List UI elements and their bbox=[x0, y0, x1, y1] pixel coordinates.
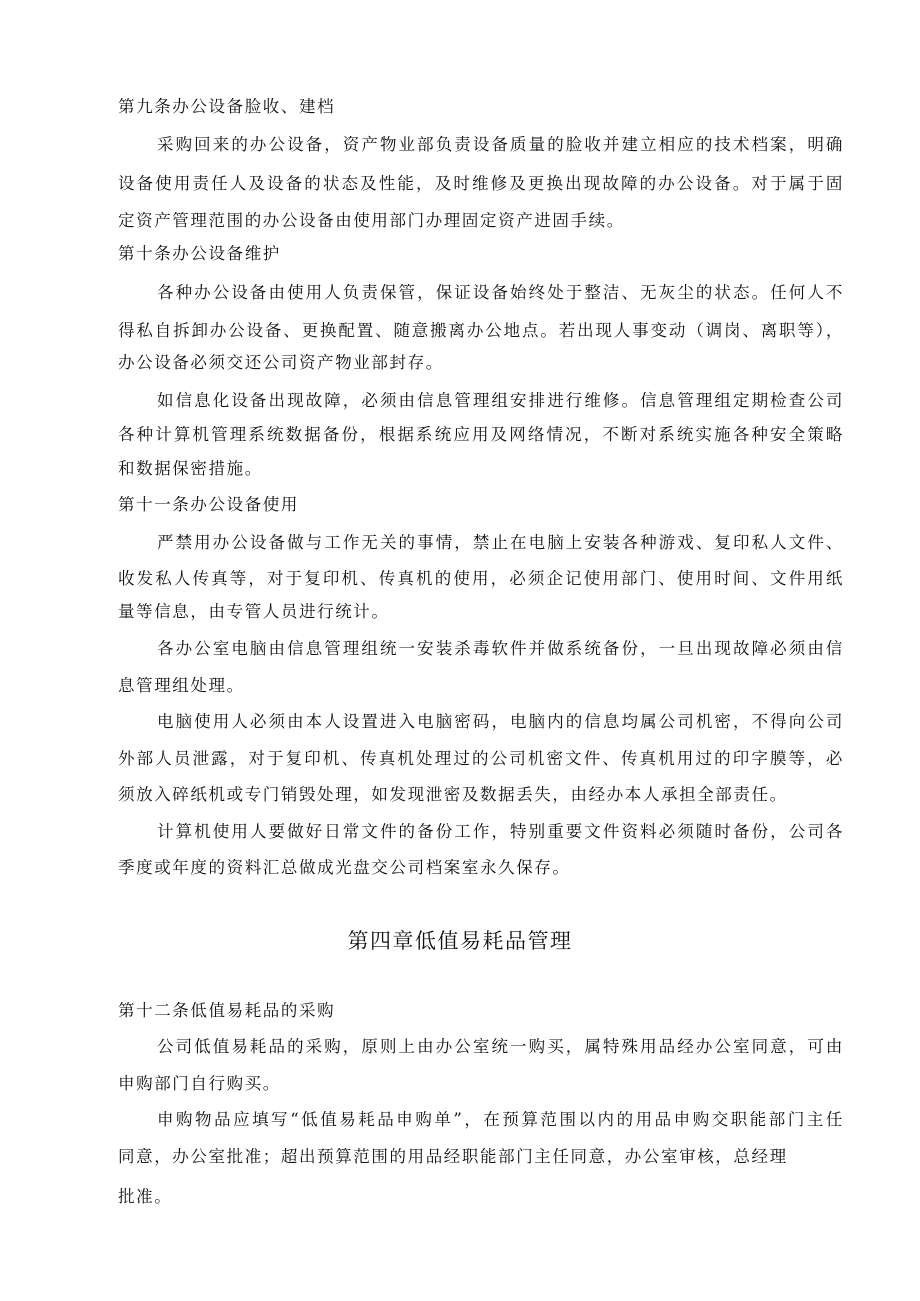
article-9-paragraph-1-line-3: 定资产管理范围的办公设备由使用部门办理固定资产进固手续。 bbox=[118, 211, 625, 230]
article-10-paragraph-2-line-3: 和数据保密措施。 bbox=[118, 459, 263, 478]
article-12-heading: 第十二条低值易耗品的采购 bbox=[118, 1001, 336, 1020]
article-9-paragraph-1-line-1: 采购回来的办公设备，资产物业部负责设备质量的脸收并建立相应的技术档案，明确 bbox=[157, 135, 844, 154]
article-12-paragraph-2-line-3: 批准。 bbox=[118, 1187, 173, 1206]
article-12-paragraph-1-line-1: 公司低值易耗品的采购，原则上由办公室统一购买，属特殊用品经办公室同意，可由 bbox=[157, 1037, 844, 1056]
article-10-paragraph-1-line-2: 得私自拆卸办公设备、更换配置、随意搬离办公地点。若出现人事变动（调岗、离职等）， bbox=[118, 321, 844, 340]
article-12-paragraph-2-line-2: 同意，办公室批准；超出预算范围的用品经职能部门主任同意，办公室审核，总经理 bbox=[118, 1147, 788, 1166]
article-11-paragraph-4-line-1: 计算机使用人要做好日常文件的备份工作，特别重要文件资料必须随时备份，公司各 bbox=[157, 822, 844, 841]
article-10-paragraph-1-line-1: 各种办公设备由使用人负责保管，保证设备始终处于整洁、无灰尘的状态。任何人不 bbox=[157, 283, 844, 302]
article-10-heading: 第十条办公设备维护 bbox=[118, 244, 281, 263]
article-11-paragraph-2-line-1: 各办公室电脑由信息管理组统一安装杀毒软件并做系统备份，一旦出现故障必须由信 bbox=[157, 639, 844, 658]
article-12-paragraph-2-line-1: 申购物品应填写“低值易耗品申购单”，在预算范围以内的用品申购交职能部门主任 bbox=[157, 1110, 844, 1129]
article-11-paragraph-3-line-1: 电脑使用人必须由本人设置进入电脑密码，电脑内的信息均属公司机密，不得向公司 bbox=[157, 712, 844, 731]
article-9-heading: 第九条办公设备脸收、建档 bbox=[118, 97, 336, 116]
chapter-4-title: 第四章低值易耗品管理 bbox=[347, 929, 573, 953]
article-9-paragraph-1-line-2: 设备使用责任人及设备的状态及性能，及时维修及更换出现故障的办公设备。对于属于固 bbox=[118, 174, 844, 193]
article-11-heading: 第十一条办公设备使用 bbox=[118, 495, 299, 514]
article-11-paragraph-1-line-1: 严禁用办公设备做与工作无关的事情，禁止在电脑上安装各种游戏、复印私人文件、 bbox=[157, 533, 844, 552]
article-10-paragraph-2-line-2: 各种计算机管理系统数据备份，根据系统应用及网络情况，不断对系统实施各种安全策略 bbox=[118, 425, 844, 444]
article-11-paragraph-3-line-2: 外部人员泄露，对于复印机、传真机处理过的公司机密文件、传真机用过的印字膜等，必 bbox=[118, 749, 844, 768]
article-10-paragraph-2-line-1: 如信息化设备出现故障，必须由信息管理组安排进行维修。信息管理组定期检查公司 bbox=[157, 391, 844, 410]
article-11-paragraph-1-line-3: 量等信息，由专管人员进行统计。 bbox=[118, 602, 390, 621]
article-11-paragraph-2-line-2: 息管理组处理。 bbox=[118, 676, 245, 695]
article-11-paragraph-3-line-3: 须放入碎纸机或专门销毁处理，如发现泄密及数据丢失，由经办本人承担全部责任。 bbox=[118, 785, 788, 804]
article-10-paragraph-1-line-3: 办公设备必须交还公司资产物业部封存。 bbox=[118, 353, 444, 372]
article-11-paragraph-1-line-2: 收发私人传真等，对于复印机、传真机的使用，必须企记使用部门、使用时间、文件用纸 bbox=[118, 569, 844, 588]
article-11-paragraph-4-line-2: 季度或年度的资料汇总做成光盘交公司档案室永久保存。 bbox=[118, 858, 571, 877]
article-12-paragraph-1-line-2: 申购部门自行购买。 bbox=[118, 1074, 281, 1093]
